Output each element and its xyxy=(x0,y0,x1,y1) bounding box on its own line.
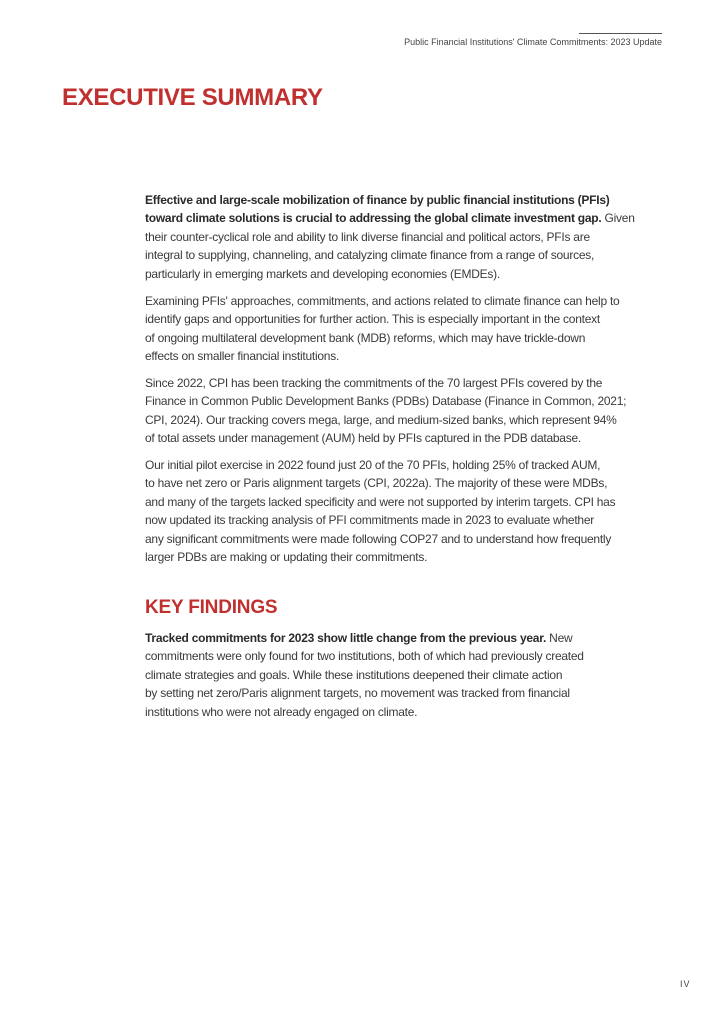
text-line: Since 2022, CPI has been tracking the commitments of the 70 largest PFIs covered by the xyxy=(145,376,603,390)
text-line: effects on smaller financial institutions. xyxy=(145,349,340,364)
key-findings-heading: KEY FINDINGS xyxy=(145,597,278,618)
paragraph-key-findings xyxy=(145,629,675,721)
paragraph-2 xyxy=(145,292,675,366)
text-line: climate strategies and goals. While these institutions deepened their climate action xyxy=(145,667,563,682)
text-line: identify gaps and opportunities for further action. This is especially important in the context xyxy=(145,312,600,327)
paragraph-intro xyxy=(145,191,675,283)
text-line: commitments were only found for two institutions, both of which had previously created xyxy=(145,649,584,664)
text-line: their counter-cyclical role and ability to link diverse financial and political actors, PFIs are xyxy=(145,229,590,244)
text-line: of ongoing multilateral development bank (MDB) reforms, which may have trickle-down xyxy=(145,330,586,345)
text-line: integral to supplying, channeling, and catalyzing climate finance from a range of sources, xyxy=(145,248,595,263)
text-line xyxy=(145,629,675,647)
running-header: Public Financial Institutions' Climate Commitments: 2023 Update xyxy=(404,37,662,47)
text-line: Our initial pilot exercise in 2022 found just 20 of the 70 PFIs, holding 25% of tracked AUM, xyxy=(145,458,601,472)
text-span: Given xyxy=(601,211,635,226)
text-line: Finance in Common Public Development Banks (PDBs) Database (Finance in Common, 2021; xyxy=(145,394,627,409)
text-span: New xyxy=(546,631,573,645)
text-line: to have net zero or Paris alignment targets (CPI, 2022a). The majority of these were MDBs, xyxy=(145,476,608,491)
bold-lead: Tracked commitments for 2023 show little change from the previous year. xyxy=(145,631,547,645)
bold-lead: Effective and large-scale mobilization of finance by public financial institutions (PFIs) xyxy=(145,193,610,207)
text-line: institutions who were not already engaged on climate. xyxy=(145,704,418,719)
header-rule xyxy=(579,33,662,34)
bold-lead: toward climate solutions is crucial to addressing the global climate investment gap. xyxy=(145,211,602,226)
text-line: particularly in emerging markets and developing economies (EMDEs). xyxy=(145,266,500,281)
text-line xyxy=(145,191,675,209)
text-line: now updated its tracking analysis of PFI commitments made in 2023 to evaluate whether xyxy=(145,513,594,528)
text-line: Examining PFIs' approaches, commitments, and actions related to climate finance can help to xyxy=(145,294,620,308)
text-line xyxy=(145,209,675,227)
page-title: EXECUTIVE SUMMARY xyxy=(62,84,323,111)
text-line: any significant commitments were made following COP27 and to understand how frequently xyxy=(145,531,612,546)
page-number: IV xyxy=(680,979,691,989)
text-line: larger PDBs are making or updating their commitments. xyxy=(145,549,428,564)
text-line: of total assets under management (AUM) held by PFIs captured in the PDB database. xyxy=(145,431,581,446)
paragraph-4 xyxy=(145,456,675,566)
text-line: by setting net zero/Paris alignment targets, no movement was tracked from financial xyxy=(145,686,570,701)
text-line: CPI, 2024). Our tracking covers mega, large, and medium-sized banks, which represent 94% xyxy=(145,412,617,427)
paragraph-3 xyxy=(145,374,675,448)
text-line: and many of the targets lacked specificity and were not supported by interim targets. CPI has xyxy=(145,494,616,509)
